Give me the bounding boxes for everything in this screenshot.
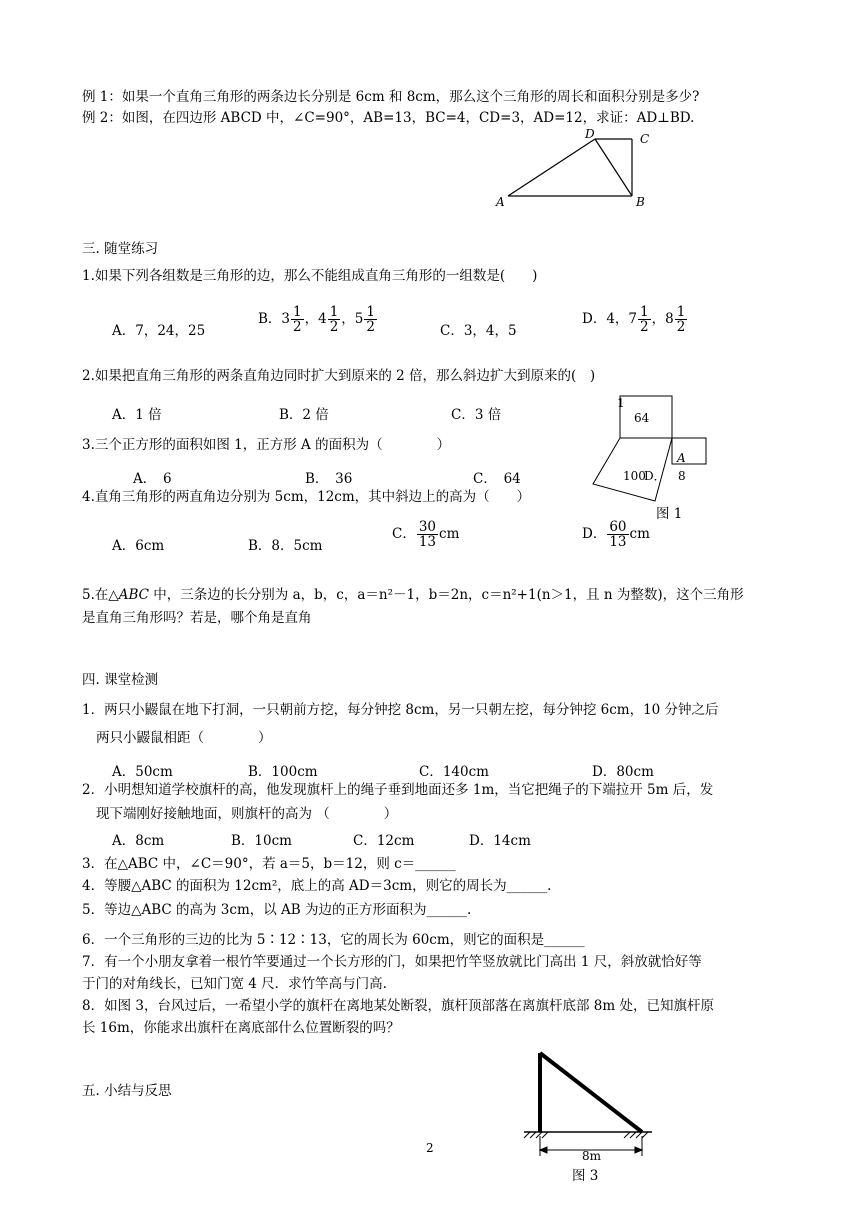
fig3-dimension: 8m [582, 1149, 602, 1163]
s4-question-7-line-1: 7．有一个小朋友拿着一根竹竿要通过一个长方形的门，如果把竹竿竖放就比门高出 1 尺，斜放就恰好等 [82, 954, 702, 970]
fig1-label-d: D． [644, 469, 666, 483]
label-a: A [496, 195, 505, 209]
s4-question-3: 3．在△ABC 中，∠C＝90°，若 a＝5，b＝12，则 c＝______ [82, 856, 456, 872]
s3-q4-option-b: B．8．5cm [248, 538, 323, 554]
s3-q2-option-a: A．1 倍 [112, 407, 162, 423]
s4-q1-option-a: A．50cm [112, 764, 173, 780]
fig1-label-100: 100 [623, 469, 646, 483]
example-1: 例 1：如果一个直角三角形的两条边长分别是 6cm 和 8cm，那么这个三角形的周长和面积分别是多少? [82, 89, 700, 105]
s3-q3-option-b: B． 36 [305, 471, 353, 487]
s3-q4-option-d: D． $\frac{60}{13}$ cm [582, 519, 650, 550]
fig1-label-8: 8 [678, 469, 686, 483]
section-5-title: 五. 小结与反思 [82, 1083, 172, 1099]
section-4-title: 四. 课堂检测 [82, 672, 159, 688]
label-c: C [640, 132, 650, 146]
s4-question-5: 5．等边△ABC 的高为 3cm，以 AB 为边的正方形面积为______. [82, 902, 472, 918]
s4-q1-option-c: C．140cm [419, 764, 489, 780]
s4-question-2-line-2: 现下端刚好接触地面，则旗杆的高为 （ ） [96, 806, 398, 822]
s3-question-5-line-2: 是直角三角形吗？若是，哪个角是直角 [82, 610, 312, 626]
fig1-label-1: 1 [617, 396, 625, 410]
example-2: 例 2：如图，在四边形 ABCD 中，∠C=90°，AB=13，BC=4，CD=3，AD=12，求证：AD⊥BD. [82, 110, 695, 126]
s4-q2-option-a: A．8cm [112, 833, 165, 849]
figure-1-caption: 图 1 [656, 506, 683, 522]
s3-q1-option-c: C．3，4，5 [440, 323, 517, 339]
s4-question-7-line-2: 于门的对角线长，已知门宽 4 尺．求竹竿高与门高. [82, 976, 387, 992]
s4-question-4: 4．等腰△ABC 的面积为 12cm²，底上的高 AD＝3cm，则它的周长为______. [82, 878, 552, 894]
s3-question-5-line-1: 5.在△ABC 中，三条边的长分别为 a，b，c，a＝n²－1，b＝2n，c＝n²+1(n＞1，且 n 为整数)，这个三角形 [82, 587, 744, 603]
s3-q3-option-a: A． 6 [133, 471, 172, 487]
s3-q1-option-d: D．4，7 $\frac{1}{2}$ ，8 $\frac{1}{2}$ [582, 304, 686, 335]
s4-question-1-line-2: 两只小鼹鼠相距（ ） [96, 730, 272, 746]
s4-q2-option-b: B．10cm [231, 833, 292, 849]
s4-q1-option-b: B．100cm [248, 764, 318, 780]
figure-3-flagpole [520, 1048, 660, 1178]
s3-q1-option-b: B．3 $\frac{1}{2}$ ，4 $\frac{1}{2}$ ，5 $\frac{1}{2}$ [258, 304, 375, 335]
s4-question-2-line-1: 2．小明想知道学校旗杆的高，他发现旗杆上的绳子垂到地面还多 1m，当它把绳子的下端拉开 5m 后，发 [82, 782, 714, 798]
s3-q3-option-c: C． 64 [473, 471, 521, 487]
s3-question-4: 4.直角三角形的两直角边分别为 5cm，12cm，其中斜边上的高为（ ） [82, 489, 531, 505]
s3-q1-option-a: A．7，24，25 [112, 323, 206, 339]
s3-question-3: 3.三个正方形的面积如图 1，正方形 A 的面积为（ ） [82, 437, 451, 453]
s3-q4-option-a: A．6cm [112, 538, 165, 554]
section-3-title: 三. 随堂练习 [82, 241, 159, 257]
label-b: B [636, 195, 645, 209]
s3-question-2: 2.如果把直角三角形的两条直角边同时扩大到原来的 2 倍，那么斜边扩大到原来的( ) [82, 368, 596, 384]
s4-q2-option-c: C．12cm [353, 833, 415, 849]
s4-q1-option-d: D．80cm [592, 764, 654, 780]
page-number: 2 [426, 1141, 434, 1155]
s4-question-1-line-1: 1．两只小鼹鼠在地下打洞，一只朝前方挖，每分钟挖 8cm，另一只朝左挖，每分钟挖 6cm，10 分钟之后 [82, 702, 719, 718]
s4-q2-option-d: D．14cm [469, 833, 531, 849]
s4-question-8-line-2: 长 16m，你能求出旗杆在离底部什么位置断裂的吗？ [82, 1020, 400, 1036]
label-d: D [585, 127, 595, 141]
s4-question-8-line-1: 8．如图 3，台风过后，一希望小学的旗杆在离地某处断裂，旗杆顶部落在离旗杆底部 8m 处，已知旗杆原 [82, 998, 714, 1014]
s3-question-1: 1.如果下列各组数是三角形的边，那么不能组成直角三角形的一组数是( ) [82, 268, 538, 284]
s3-q4-option-c: C． $\frac{30}{13}$ cm [392, 519, 460, 550]
figure-1-squares [585, 396, 715, 526]
s3-q2-option-b: B．2 倍 [279, 407, 329, 423]
fig1-label-a: A [677, 451, 686, 465]
s4-question-6: 6．一个三角形的三边的比为 5∶12∶13，它的周长为 60cm，则它的面积是______ [82, 932, 585, 948]
s3-q2-option-c: C．3 倍 [451, 407, 502, 423]
figure-3-caption: 图 3 [572, 1168, 599, 1184]
fig1-label-64: 64 [634, 411, 650, 425]
quadrilateral-figure [490, 124, 660, 214]
